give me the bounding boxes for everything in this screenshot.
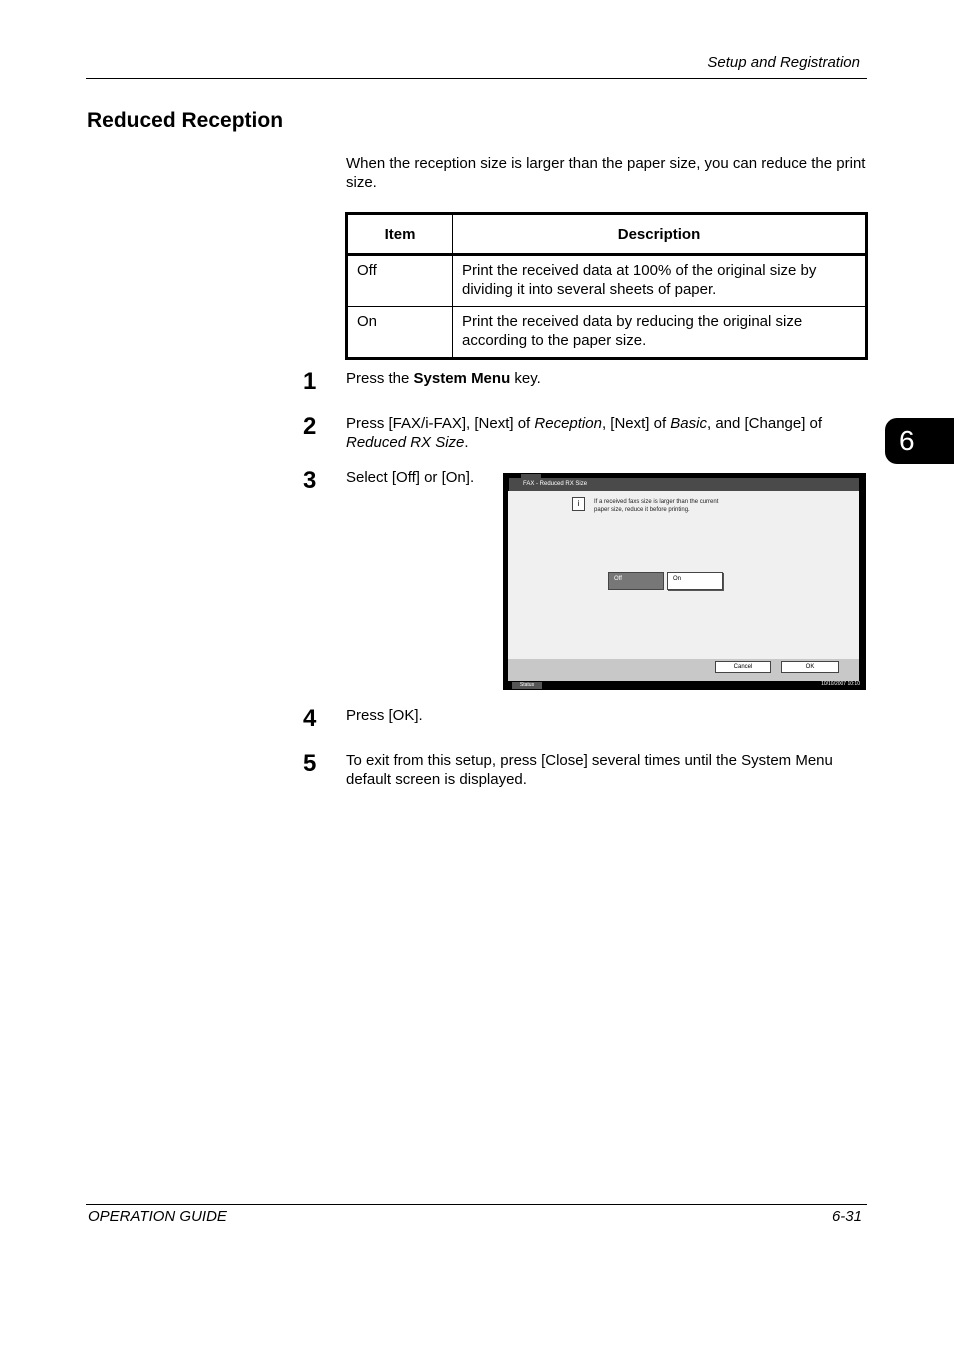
step-text: Select [Off] or [On].	[346, 469, 475, 486]
step-text: To exit from this setup, press [Close] several times until the System Menu default screen is displayed.	[346, 752, 833, 788]
table-row	[347, 255, 867, 307]
step-text	[346, 369, 868, 388]
ok-button[interactable]: OK	[781, 661, 839, 673]
step-text-part: , and [Change] of	[706, 415, 823, 432]
status-button[interactable]: Status	[512, 682, 542, 689]
step-text-part: Press [FAX/i-FAX], [Next] of	[346, 415, 535, 432]
step-text-italic: Reduced RX Size	[346, 434, 465, 451]
table-cell-item: Off	[347, 255, 453, 307]
step-number: 2	[303, 413, 317, 440]
cancel-button[interactable]: Cancel	[715, 661, 771, 673]
step-text-part: , [Next] of	[601, 415, 671, 432]
step-number: 5	[303, 750, 317, 777]
table-cell-description: Print the received data at 100% of the original size by dividing it into several sheets of paper.	[453, 255, 867, 307]
page-number: 6-31	[831, 1208, 862, 1225]
step-number: 1	[303, 368, 317, 395]
table-header-row	[347, 214, 867, 255]
step-text-part: Press the	[346, 370, 414, 387]
step-text-part: .	[464, 434, 469, 451]
screen-datetime: 10/10/2007 10:10	[821, 681, 860, 687]
step-number: 4	[303, 705, 317, 732]
system-menu-key-label: System Menu	[413, 370, 511, 387]
screen-title-bar: FAX - Reduced RX Size	[509, 478, 859, 491]
info-line: If a received faxs size is larger than the current	[594, 499, 719, 505]
settings-table	[345, 212, 868, 360]
intro-paragraph: When the reception size is larger than the paper size, you can reduce the print size.	[346, 155, 866, 191]
info-icon: i	[572, 497, 585, 511]
running-header: Setup and Registration	[707, 54, 860, 71]
step-text-italic: Reception	[534, 415, 602, 432]
footer-rule	[86, 1204, 867, 1205]
step-number: 3	[303, 467, 317, 494]
page-title: Reduced Reception	[87, 109, 284, 132]
table-cell-description: Print the received data by reducing the original size according to the paper size.	[453, 307, 867, 359]
screen-body	[508, 491, 859, 660]
step-text: Press [OK].	[346, 707, 423, 724]
step-text	[346, 414, 868, 452]
column-header-item: Item	[347, 214, 453, 255]
table-row	[347, 307, 867, 359]
column-header-description: Description	[453, 214, 867, 255]
off-button[interactable]: Off	[608, 572, 664, 590]
screen-info-message	[594, 498, 764, 514]
device-screen-image	[503, 473, 866, 690]
on-button[interactable]: On	[667, 572, 723, 590]
footer-guide-title: OPERATION GUIDE	[88, 1208, 227, 1225]
table-cell-item: On	[347, 307, 453, 359]
chapter-tab: 6	[885, 418, 954, 464]
step-text-part: key.	[510, 370, 541, 387]
info-line: paper size, reduce it before printing.	[594, 507, 690, 513]
step-text-italic: Basic	[670, 415, 707, 432]
header-rule	[86, 78, 867, 79]
